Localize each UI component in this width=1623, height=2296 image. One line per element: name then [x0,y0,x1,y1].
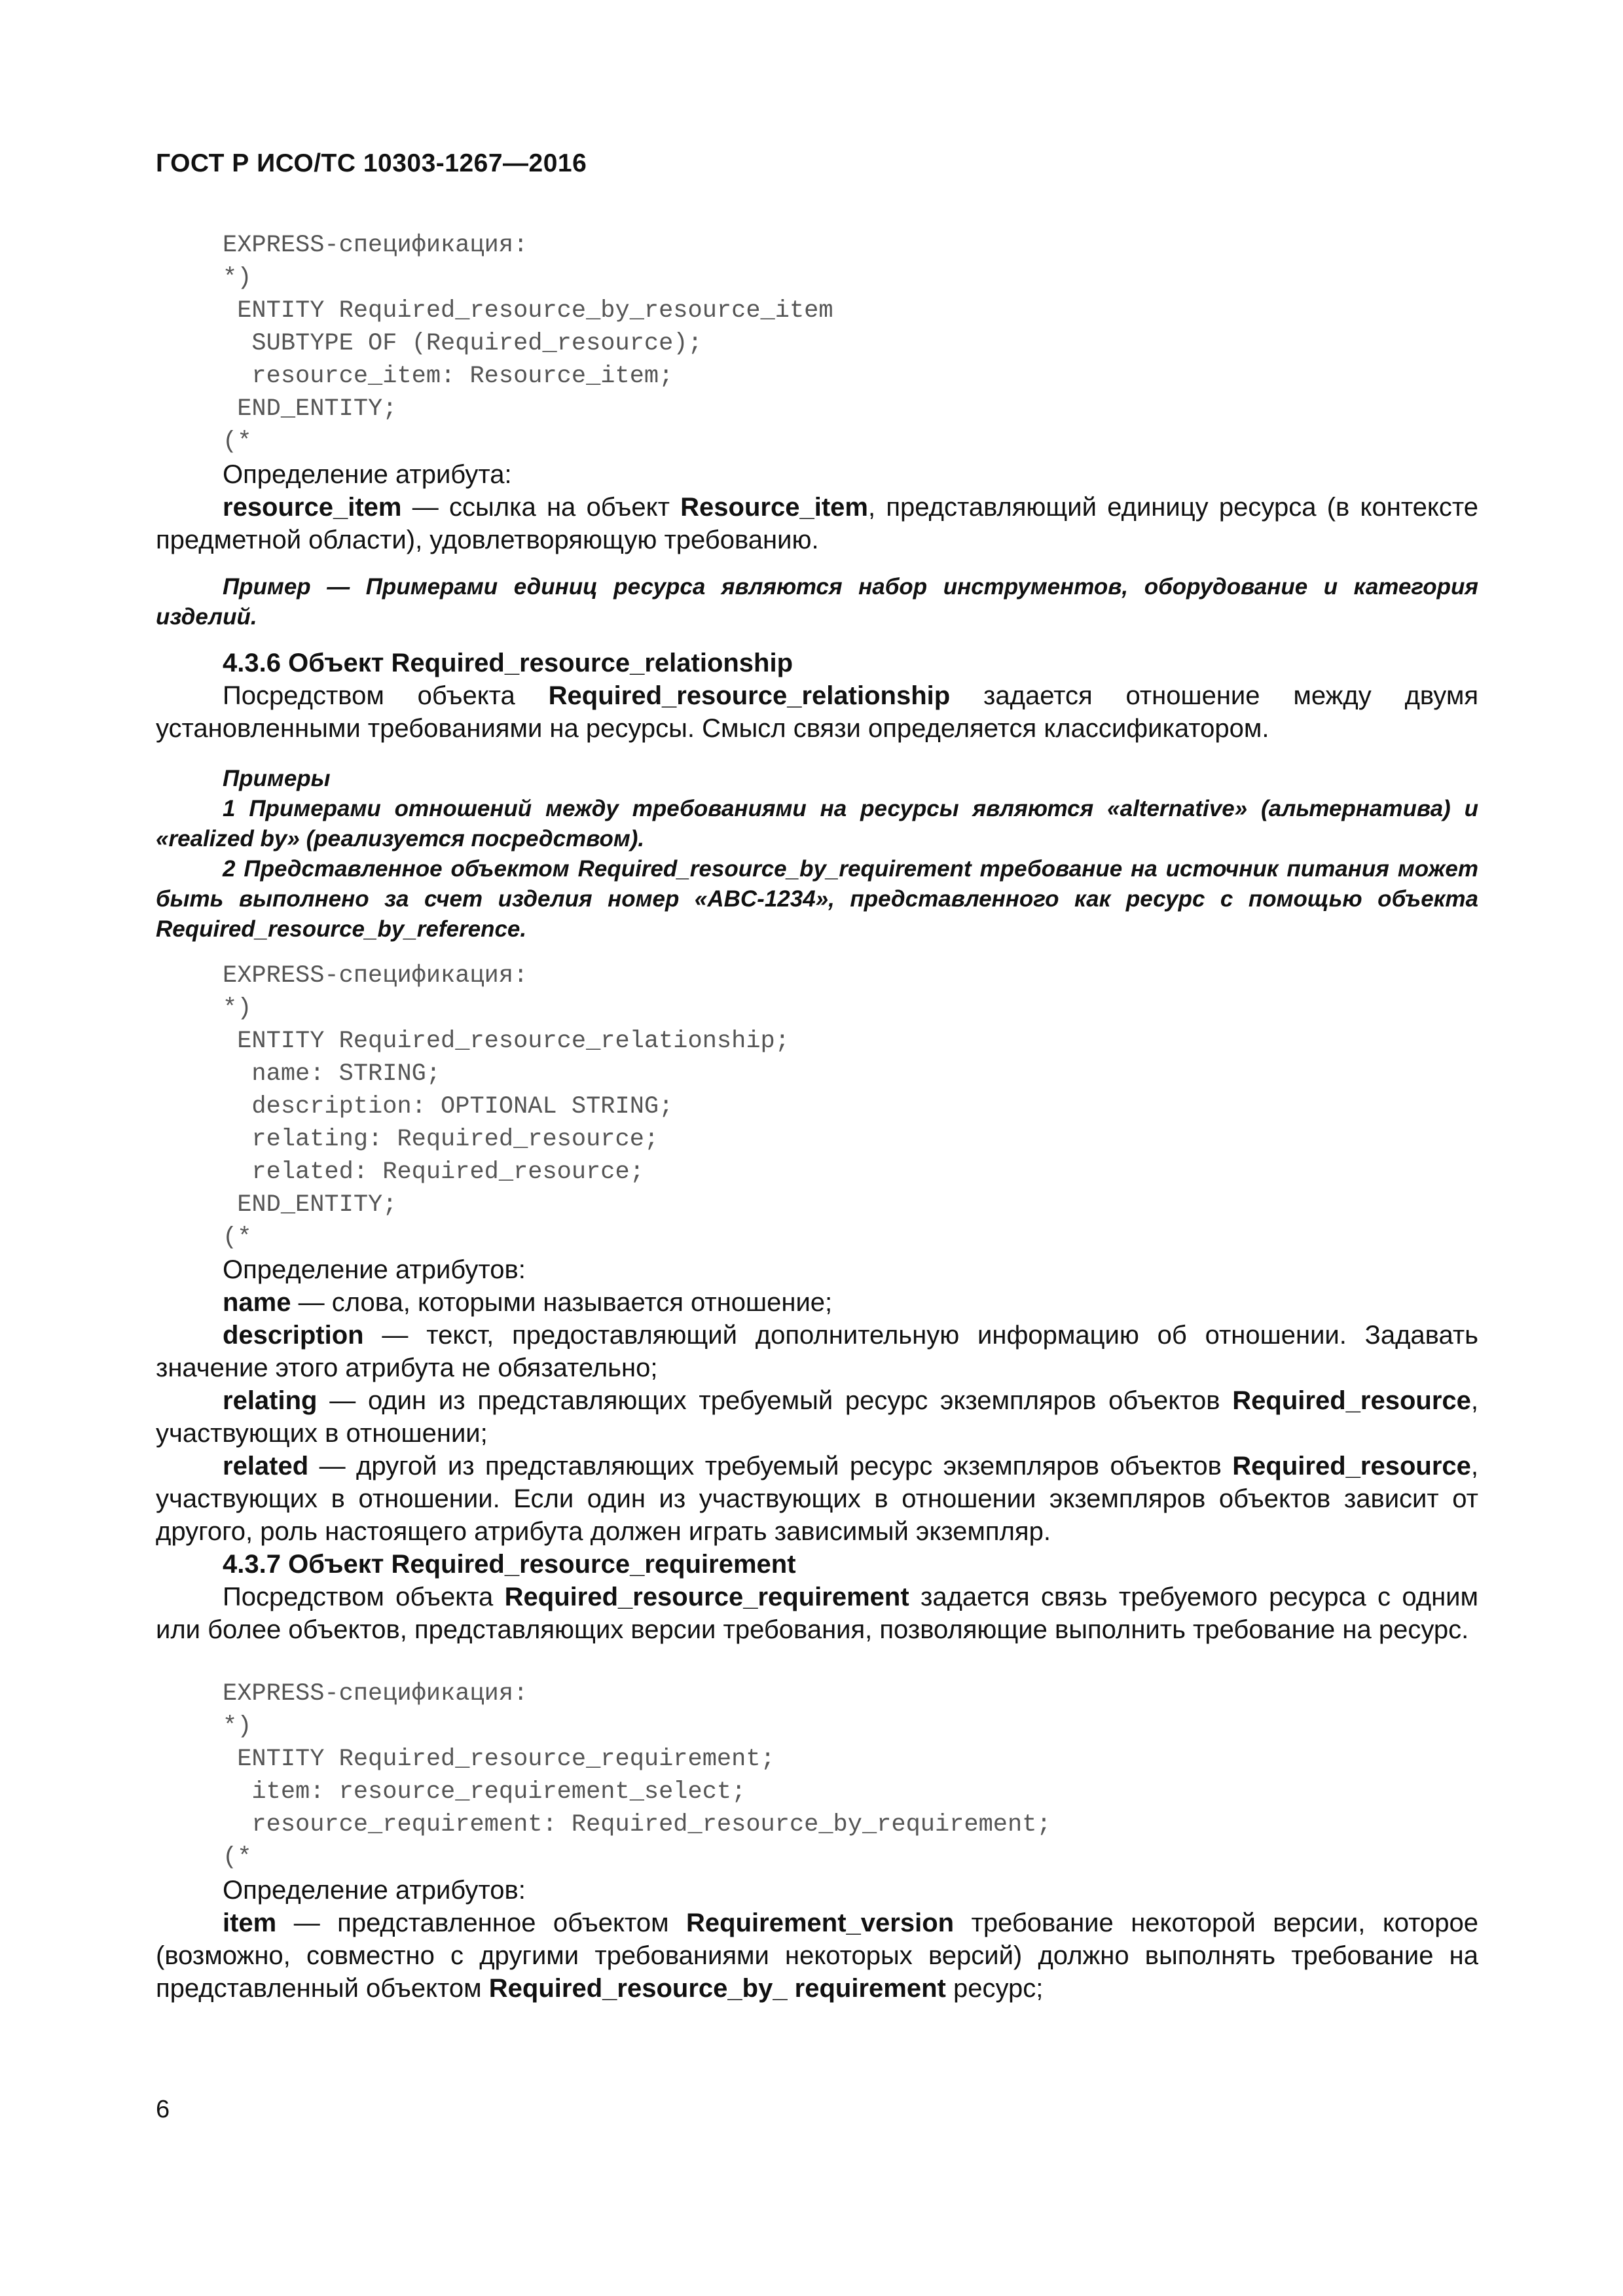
entity-reference: Resource_item [680,493,868,522]
code-line: resource_item: Resource_item; [223,363,674,390]
examples-block [156,764,1478,944]
term: item [223,1909,277,1937]
code-line: related: Required_resource; [223,1158,644,1186]
code-line: name: STRING; [223,1060,441,1088]
attributes-heading: Определение атрибутов: [223,1876,526,1905]
section-4-3-6 [156,647,1478,745]
code-line: *) [223,1713,252,1740]
entity-reference: Required_resource [1232,1386,1471,1415]
code-line: END_ENTITY; [223,1191,397,1219]
code-line: ENTITY Required_resource_by_resource_item [223,297,833,325]
example-item-1: 1 Примерами отношений между требованиями на ресурсы являются «alternative» (альтернатива) и «realized by» (реализуется посредством). [156,796,1478,852]
code-line: EXPRESS-спецификация: [223,962,528,990]
code-line: EXPRESS-спецификация: [223,232,528,259]
code-line: EXPRESS-спецификация: [223,1680,528,1708]
attribute-definition-name: name — слова, которыми называется отношение; [223,1288,833,1317]
express-code-block-2 [223,960,790,1254]
attribute-definition-resource-item: resource_item — ссылка на объект Resource_item, представляющий единицу ресурса (в контексте предметной области), удовлетворяющую требованию. [156,493,1478,554]
page-number: 6 [156,2096,170,2123]
express-code-block-1 [223,229,833,458]
section-heading: 4.3.6 Объект Required_resource_relationship [223,649,793,677]
section-requirement-attributes [156,1874,1478,2005]
code-line: item: resource_requirement_select; [223,1778,746,1806]
section-relationship-attributes [156,1253,1478,1646]
code-line: *) [223,995,252,1022]
section-intro: Посредством объекта Required_resource_relationship задается отношение между двумя установленными требованиями на ресурсы. Смысл связи определяется классификатором. [156,681,1479,743]
attributes-heading: Определение атрибутов: [223,1255,526,1284]
code-line: relating: Required_resource; [223,1126,659,1153]
code-line: description: OPTIONAL STRING; [223,1093,674,1121]
code-line: ENTITY Required_resource_relationship; [223,1028,790,1055]
examples-title: Примеры [223,766,331,791]
entity-reference: Required_resource_requirement [504,1583,909,1611]
term: relating [223,1386,318,1415]
entity-reference: Requirement_version [686,1909,955,1937]
attribute-definition-relating: relating — один из представляющих требуемый ресурс экземпляров объектов Required_resource, участвующих в отношении; [156,1386,1478,1448]
code-line: resource_requirement: Required_resource_by_requirement; [223,1811,1051,1839]
attribute-definition-related: related — другой из представляющих требуемый ресурс экземпляров объектов Required_resource, участвующих в отношении. Если один из участвующих в отношении экземпляров объектов зависит от другого, роль настоящего атрибута должен играть зависимый экземпляр. [156,1452,1478,1546]
code-line: *) [223,264,252,292]
term: description [223,1321,364,1350]
code-line: (* [223,1844,252,1871]
section-heading: 4.3.7 Объект Required_resource_requirement [223,1550,796,1579]
section-intro: Посредством объекта Required_resource_requirement задается связь требуемого ресурса с одним или более объектов, представляющих версии требования, позволяющие выполнить требование на ресурс. [156,1583,1479,1644]
entity-reference: Required_resource_by_ requirement [488,1974,946,2003]
example-note-1: Пример — Примерами единиц ресурса являются набор инструментов, оборудование и категория изделий. [156,574,1478,630]
attribute-definition-description: description — текст, предоставляющий дополнительную информацию об отношении. Задавать значение этого атрибута не обязательно; [156,1321,1478,1382]
attribute-heading: Определение атрибута: [223,460,512,489]
code-line: SUBTYPE OF (Required_resource); [223,330,702,357]
term: name [223,1288,291,1317]
example-item-2: 2 Представленное объектом Required_resource_by_requirement требование на источник питания может быть выполнено за счет изделия номер «ABC-1234», представленного как ресурс с помощью объекта Required_resource_by_reference. [156,856,1478,942]
section-resource-item-definition [156,458,1478,556]
code-line: (* [223,1224,252,1251]
entity-reference: Required_resource [1232,1452,1471,1480]
entity-reference: Required_resource_relationship [548,681,951,710]
code-line: ENTITY Required_resource_requirement; [223,1746,775,1773]
term: resource_item [223,493,402,522]
term: related [223,1452,309,1480]
attribute-definition-item: item — представленное объектом Requirement_version требование некоторой версии, которое (возможно, совместно с другими требованиями некоторых версий) должно выполнять требование на представленный объектом Required_resource_by_ requirement ресурс; [156,1909,1478,2003]
code-line: END_ENTITY; [223,395,397,423]
document-header: ГОСТ Р ИСО/ТС 10303-1267—2016 [156,149,587,177]
express-code-block-3 [223,1677,1051,1874]
code-line: (* [223,428,252,456]
